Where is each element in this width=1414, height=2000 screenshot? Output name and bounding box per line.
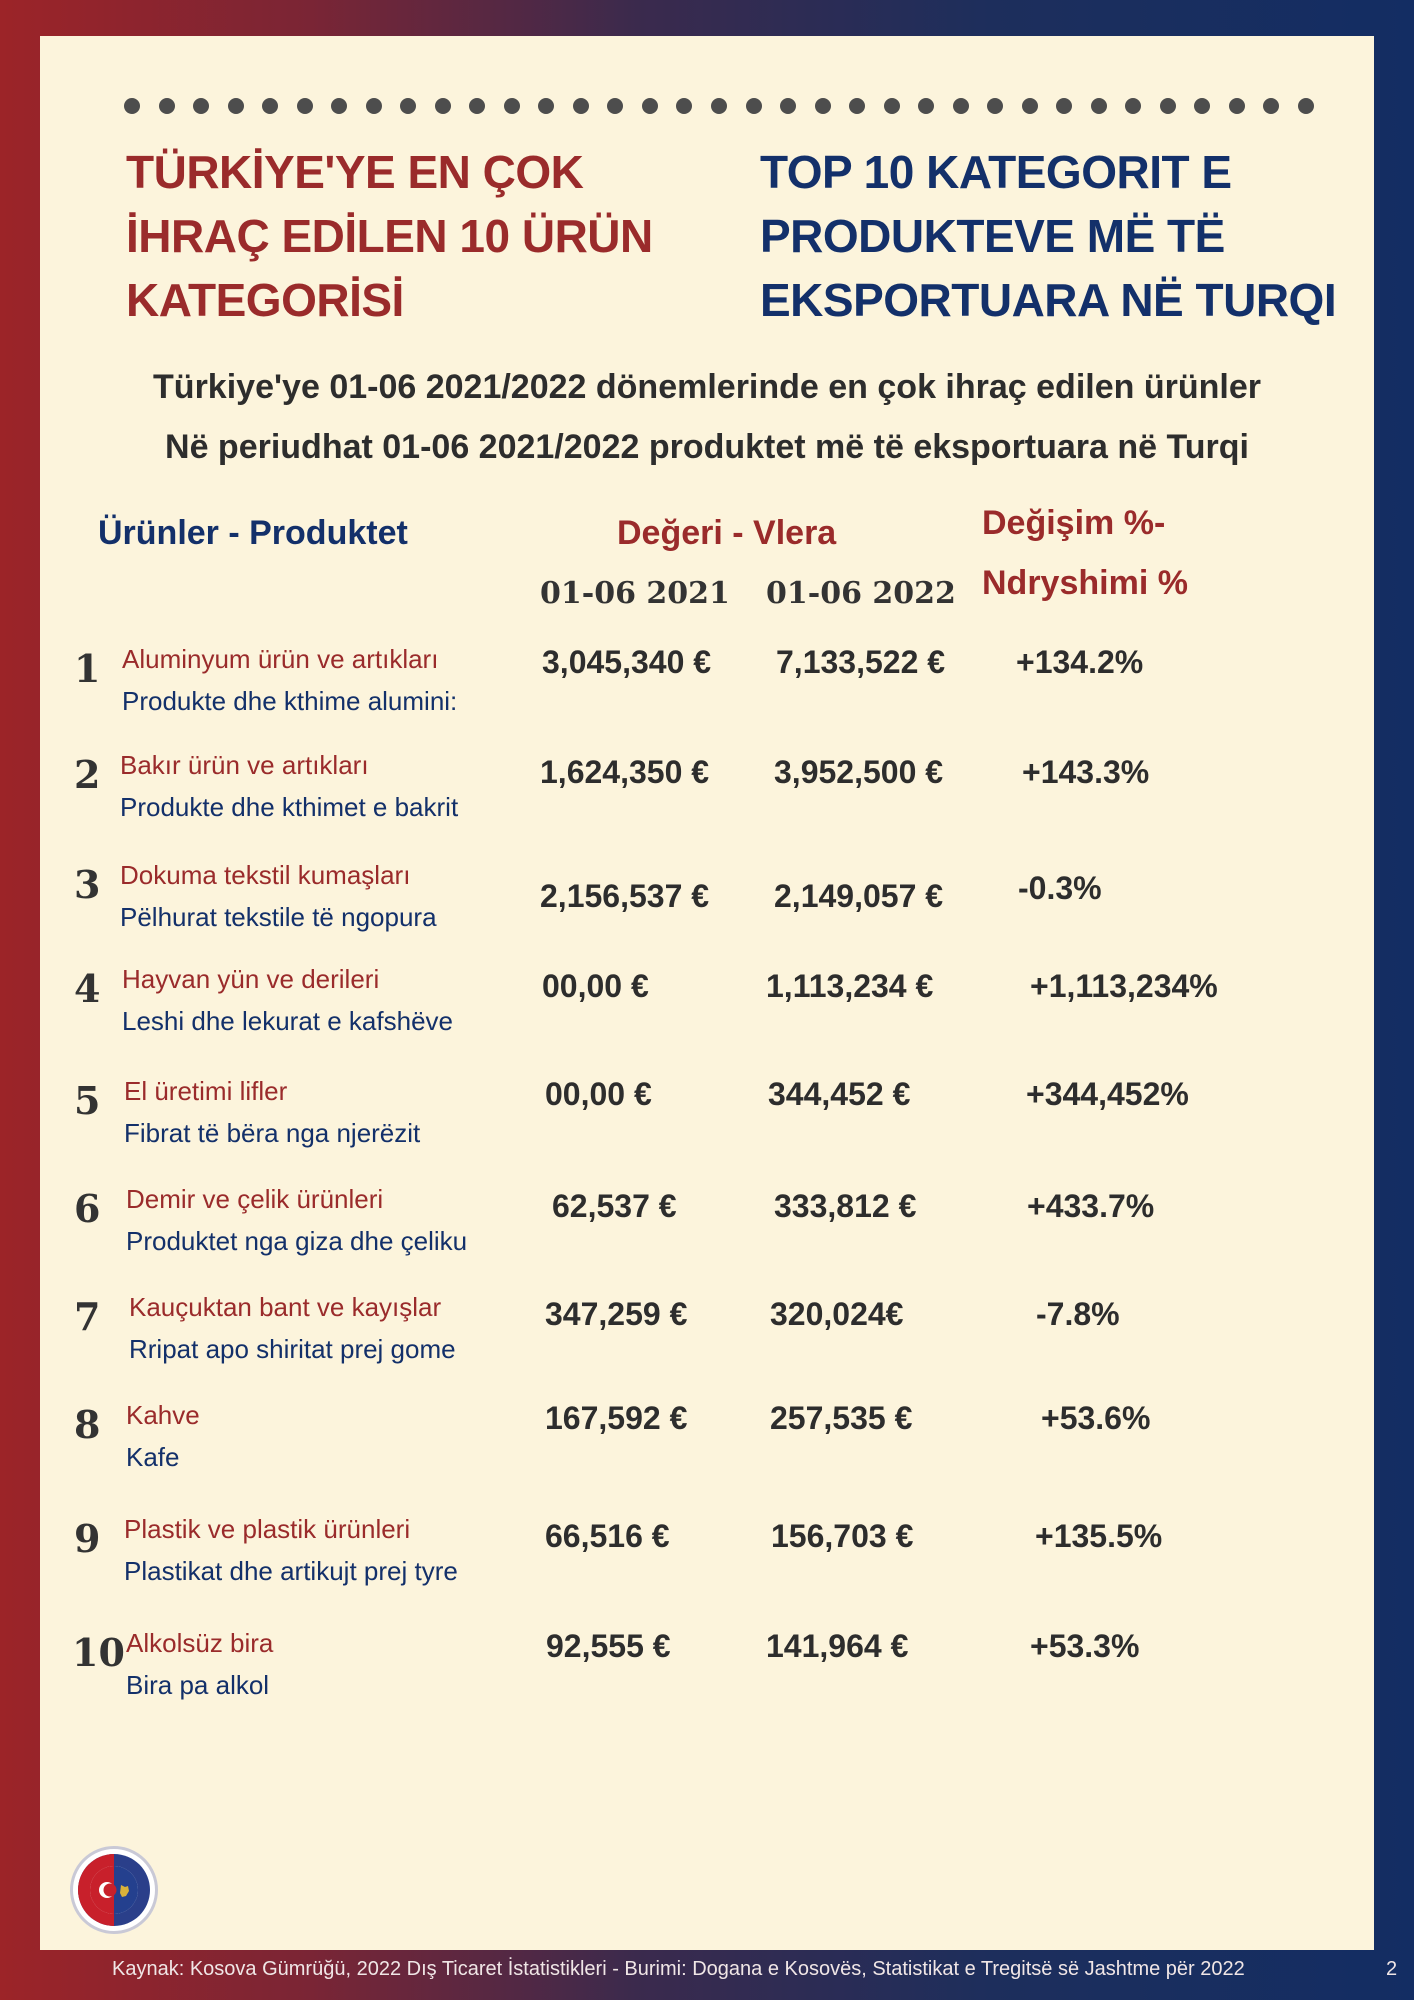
value-2021: 92,555 € — [546, 1628, 671, 1664]
product-name-turkish: Demir ve çelik ürünleri — [126, 1184, 384, 1214]
rank-number: 1 — [74, 646, 101, 691]
value-2021: 3,045,340 € — [542, 644, 712, 680]
product-name-turkish: Kahve — [126, 1400, 200, 1430]
change-percent: -0.3% — [1018, 870, 1102, 906]
product-name-albanian: Produkte dhe kthime alumini: — [122, 686, 458, 716]
rank-number: 3 — [74, 862, 101, 907]
table-row — [0, 1630, 1414, 1740]
divider-dot — [400, 98, 416, 114]
header-change: Değişim %- — [982, 504, 1166, 542]
divider-dot — [331, 98, 347, 114]
header-value: Değeri - Vlera — [617, 514, 837, 552]
divider-dot — [987, 98, 1003, 114]
product-name-turkish: Hayvan yün ve derileri — [122, 964, 380, 994]
divider-dot — [884, 98, 900, 114]
product-name-albanian: Plastikat dhe artikujt prej tyre — [124, 1556, 458, 1586]
divider-dot — [780, 98, 796, 114]
change-percent: +135.5% — [1035, 1518, 1163, 1554]
value-2021: 00,00 € — [545, 1076, 652, 1112]
value-2022: 1,113,234 € — [766, 968, 934, 1004]
change-percent: +53.6% — [1041, 1400, 1151, 1436]
divider-dot — [815, 98, 831, 114]
header-year-2021: 01-06 2021 — [540, 576, 730, 611]
header-year-2022: 01-06 2022 — [766, 576, 956, 611]
product-name-turkish: Plastik ve plastik ürünleri — [124, 1514, 411, 1544]
rank-number: 2 — [74, 752, 101, 797]
product-name-albanian: Rripat apo shiritat prej gome — [129, 1334, 456, 1364]
value-2021: 347,259 € — [545, 1296, 688, 1332]
divider-dot — [435, 98, 451, 114]
page-number: 2 — [1386, 1958, 1398, 1980]
product-name-albanian: Produktet nga giza dhe çeliku — [126, 1226, 468, 1256]
subtitle-albanian: Në periudhat 01-06 2021/2022 produktet më të eksportuara në Turqi — [165, 428, 1249, 466]
divider-dot — [159, 98, 175, 114]
product-name-turkish: Aluminyum ürün ve artıkları — [122, 644, 439, 674]
table-row — [0, 1186, 1414, 1296]
divider-dot — [1298, 98, 1314, 114]
divider-dot — [193, 98, 209, 114]
title-albanian: TOP 10 KATEGORIT E PRODUKTEVE MË TË EKSPORTUARA NË TURQI — [760, 146, 1337, 326]
divider-dot — [504, 98, 520, 114]
divider-dot — [849, 98, 865, 114]
change-percent: -7.8% — [1036, 1296, 1120, 1332]
product-name-albanian: Bira pa alkol — [126, 1670, 270, 1700]
product-name-albanian: Pëlhurat tekstile të ngopura — [120, 902, 437, 932]
subtitle-turkish: Türkiye'ye 01-06 2021/2022 dönemlerinde en çok ihraç edilen ürünler — [153, 368, 1261, 406]
rank-number: 7 — [74, 1294, 101, 1339]
divider-dot — [1125, 98, 1141, 114]
rank-number: 10 — [72, 1630, 125, 1675]
divider-dot — [1263, 98, 1279, 114]
divider-dot — [918, 98, 934, 114]
divider-dot — [607, 98, 623, 114]
value-2021: 00,00 € — [542, 968, 649, 1004]
divider-dot — [1229, 98, 1245, 114]
rank-number: 9 — [74, 1516, 101, 1561]
divider-dot — [711, 98, 727, 114]
change-percent: +433.7% — [1027, 1188, 1155, 1224]
table-row — [0, 966, 1414, 1076]
product-name-turkish: El üretimi lifler — [124, 1076, 288, 1106]
divider-dot — [1160, 98, 1176, 114]
table-row — [0, 1294, 1414, 1404]
rank-number: 4 — [74, 966, 101, 1011]
table-row — [0, 862, 1414, 972]
value-2021: 1,624,350 € — [540, 754, 710, 790]
product-name-turkish: Dokuma tekstil kumaşları — [120, 860, 411, 890]
divider-dot — [1056, 98, 1072, 114]
divider-dot — [366, 98, 382, 114]
value-2022: 156,703 € — [771, 1518, 914, 1554]
divider-dot — [573, 98, 589, 114]
product-name-albanian: Produkte dhe kthimet e bakrit — [120, 792, 459, 822]
change-percent: +53.3% — [1030, 1628, 1140, 1664]
value-2021: 66,516 € — [545, 1518, 670, 1554]
table-row — [0, 752, 1414, 862]
divider-dot — [642, 98, 658, 114]
footer-source: Kaynak: Kosova Gümrüğü, 2022 Dış Ticaret İstatistikleri - Burimi: Dogana e Kosovës, Statistikat e Tregitsë së Jashtme për 2022 — [112, 1958, 1245, 1980]
divider-dot — [746, 98, 762, 114]
value-2021: 62,537 € — [552, 1188, 677, 1224]
change-percent: +344,452% — [1026, 1076, 1189, 1112]
product-name-turkish: Kauçuktan bant ve kayışlar — [129, 1292, 442, 1322]
table-row — [0, 1078, 1414, 1188]
divider-dot — [124, 98, 140, 114]
title-turkish: TÜRKİYE'YE EN ÇOK İHRAÇ EDİLEN 10 ÜRÜN KATEGORİSİ — [126, 146, 653, 326]
divider-dot — [297, 98, 313, 114]
divider-dot — [228, 98, 244, 114]
value-2021: 167,592 € — [545, 1400, 688, 1436]
value-2022: 344,452 € — [768, 1076, 911, 1112]
value-2022: 333,812 € — [774, 1188, 917, 1224]
rank-number: 5 — [74, 1078, 101, 1123]
divider-dot — [262, 98, 278, 114]
change-percent: +143.3% — [1022, 754, 1150, 790]
table-row — [0, 1402, 1414, 1512]
divider-dot — [676, 98, 692, 114]
divider-dot — [538, 98, 554, 114]
product-name-albanian: Fibrat të bëra nga njerëzit — [124, 1118, 421, 1148]
change-percent: +1,113,234% — [1030, 968, 1218, 1004]
divider-dot — [1194, 98, 1210, 114]
value-2022: 320,024€ — [770, 1296, 904, 1332]
value-2021: 2,156,537 € — [540, 878, 710, 914]
dotted-divider — [124, 98, 1314, 118]
value-2022: 7,133,522 € — [776, 644, 946, 680]
rank-number: 8 — [74, 1402, 101, 1447]
change-percent: +134.2% — [1016, 644, 1144, 680]
table-row — [0, 1516, 1414, 1626]
seal-logo-icon — [70, 1846, 158, 1934]
value-2022: 2,149,057 € — [774, 878, 944, 914]
value-2022: 3,952,500 € — [774, 754, 944, 790]
header-products: Ürünler - Produktet — [98, 514, 408, 552]
divider-dot — [1091, 98, 1107, 114]
divider-dot — [469, 98, 485, 114]
table-row — [0, 646, 1414, 756]
product-name-turkish: Alkolsüz bira — [126, 1628, 274, 1658]
product-name-turkish: Bakır ürün ve artıkları — [120, 750, 369, 780]
product-name-albanian: Kafe — [126, 1442, 180, 1472]
divider-dot — [953, 98, 969, 114]
divider-dot — [1022, 98, 1038, 114]
product-name-albanian: Leshi dhe lekurat e kafshëve — [122, 1006, 453, 1036]
value-2022: 257,535 € — [770, 1400, 913, 1436]
header-change-albanian: Ndryshimi % — [982, 564, 1188, 602]
rank-number: 6 — [74, 1186, 101, 1231]
value-2022: 141,964 € — [766, 1628, 909, 1664]
